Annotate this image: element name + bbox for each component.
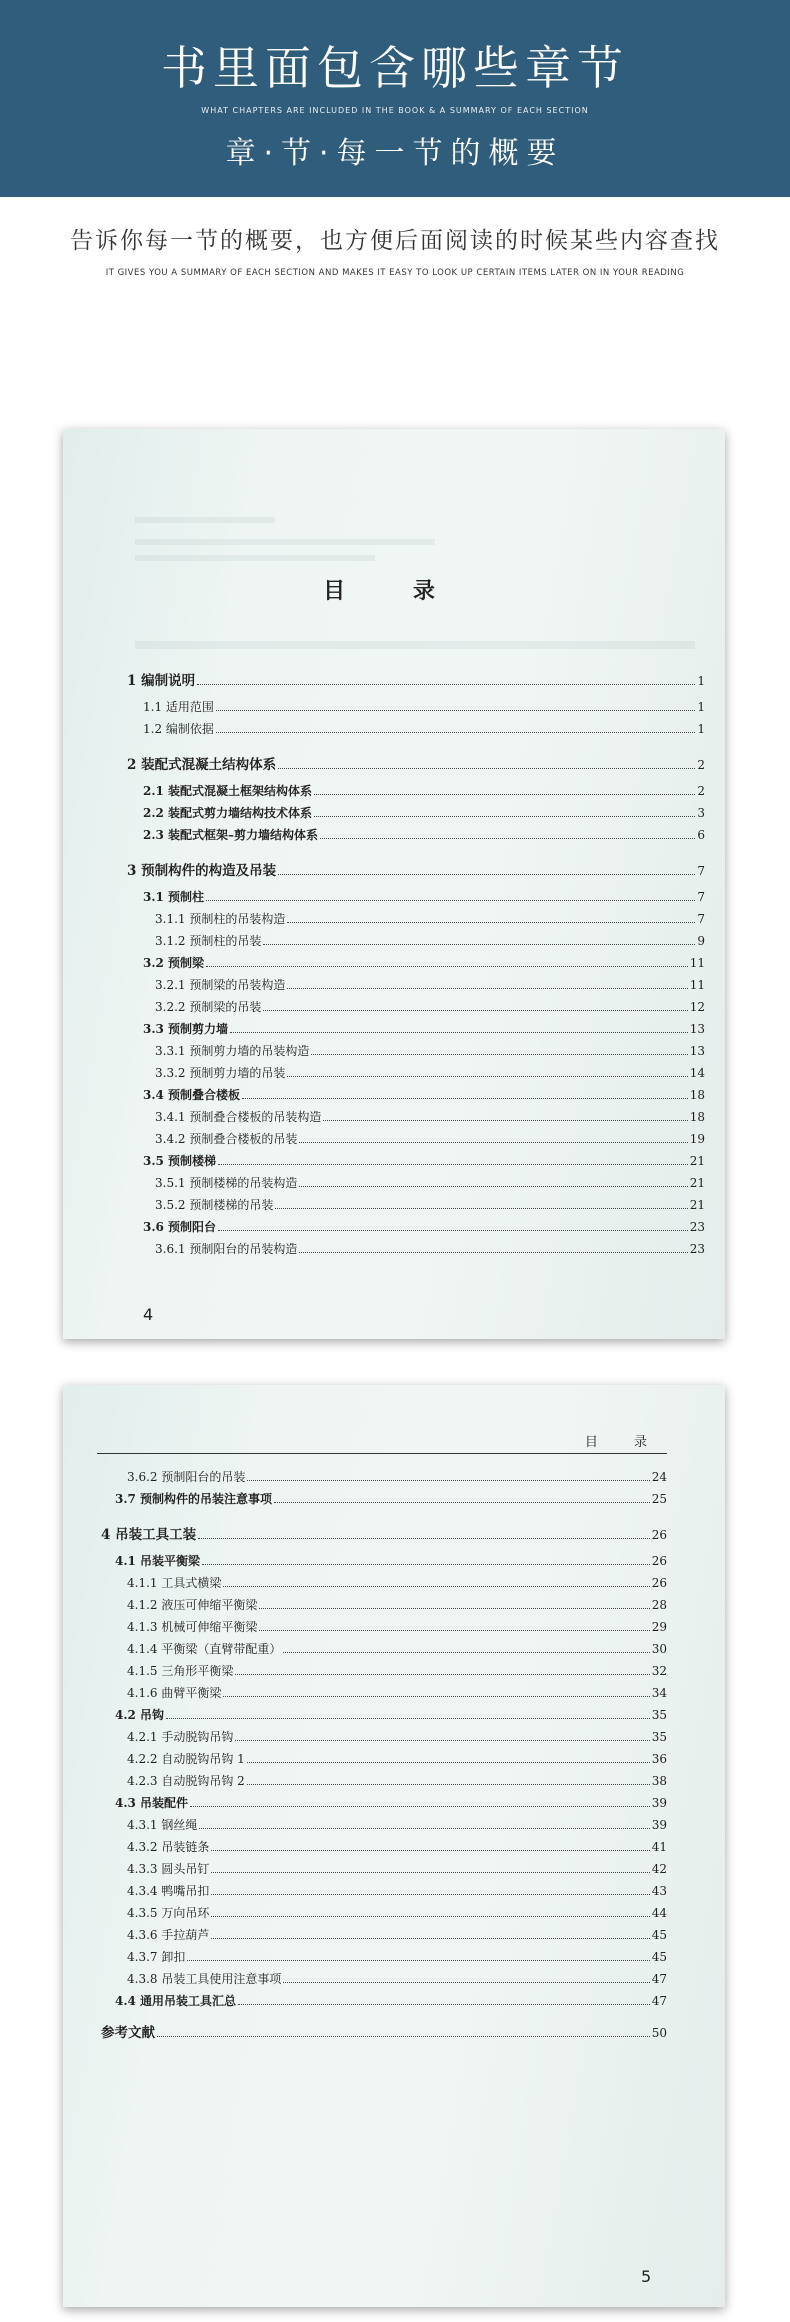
toc-entry-label: 3.4 预制叠合楼板 (143, 1088, 241, 1102)
toc-entry (155, 1039, 705, 1059)
toc-entry-page: 7 (697, 890, 705, 904)
toc-entry (155, 1105, 705, 1125)
toc-leader-dots (190, 1806, 650, 1807)
toc-leader-dots (166, 1718, 650, 1719)
toc-leader-dots (299, 1142, 687, 1143)
toc-entry (143, 885, 705, 905)
toc-entry-page: 26 (651, 1528, 667, 1542)
toc-entry (127, 1681, 667, 1701)
toc-entry-label: 4.3.1 钢丝绳 (127, 1818, 198, 1832)
toc-entry (127, 1725, 667, 1745)
toc-entry-page: 13 (689, 1022, 705, 1036)
toc-leader-dots (223, 1586, 649, 1587)
toc-entry-label: 4.3.4 鸭嘴吊扣 (127, 1884, 210, 1898)
toc-leader-dots (263, 944, 695, 945)
toc-entry-label: 3.3.1 预制剪力墙的吊装构造 (155, 1044, 310, 1058)
toc-leader-dots (218, 1230, 688, 1231)
toc-entry-label: 3 预制构件的构造及吊装 (127, 863, 277, 879)
toc-entry-page: 34 (651, 1686, 667, 1700)
toc-entry (143, 1083, 705, 1103)
toc-entry-label: 3.3.2 预制剪力墙的吊装 (155, 1066, 286, 1080)
toc-entry-label: 2.3 装配式框架–剪力墙结构体系 (143, 828, 319, 842)
toc-entry-label: 4.3.7 卸扣 (127, 1950, 186, 1964)
toc-entry-page: 39 (651, 1796, 667, 1810)
toc-entry-label: 3.5.1 预制楼梯的吊装构造 (155, 1176, 298, 1190)
toc-page-2 (63, 1385, 725, 2307)
toc-entry-page: 36 (651, 1752, 667, 1766)
toc-entry-page: 2 (697, 784, 705, 798)
page-number-4: 4 (143, 1305, 154, 1324)
toc-leader-dots (278, 874, 695, 875)
toc-entry-label: 4.3.3 圆头吊钉 (127, 1862, 210, 1876)
toc-leader-dots (320, 838, 695, 839)
toc-entry-label: 4.2.2 自动脱钩吊钩 1 (127, 1752, 245, 1766)
toc-entry-page: 44 (651, 1906, 667, 1920)
toc-entry-label: 3.7 预制构件的吊装注意事项 (115, 1492, 273, 1506)
toc-leader-dots (287, 922, 695, 923)
toc-leader-dots (157, 2036, 650, 2037)
toc-entry-page: 21 (689, 1154, 705, 1168)
running-head: 目 录 (584, 1435, 663, 1450)
toc-entry-label: 3.4.1 预制叠合楼板的吊装构造 (155, 1110, 322, 1124)
toc-entry (127, 1967, 667, 1987)
toc-entry-label: 3.6.2 预制阳台的吊装 (127, 1470, 246, 1484)
toc-entry-label: 4.1.1 工具式横梁 (127, 1576, 222, 1590)
toc-entry (143, 951, 705, 971)
toc-entry (143, 1215, 705, 1235)
toc-entry (115, 1791, 667, 1811)
toc-entry-label: 4.1.4 平衡梁（直臂带配重） (127, 1642, 282, 1656)
toc-entry (127, 1901, 667, 1921)
toc-leader-dots (211, 1916, 649, 1917)
toc-entry-label: 4.3 吊装配件 (115, 1796, 189, 1810)
toc-entry-label: 3.2.1 预制梁的吊装构造 (155, 978, 286, 992)
toc-leader-dots (259, 1630, 649, 1631)
toc-entry (115, 1989, 667, 2009)
toc-leader-dots (218, 1164, 688, 1165)
toc-entry-page: 47 (651, 1972, 667, 1986)
toc-entry-page: 21 (689, 1176, 705, 1190)
toc-entry (127, 1593, 667, 1613)
toc-leader-dots (259, 1608, 649, 1609)
toc-entry-label: 4.2.3 自动脱钩吊钩 2 (127, 1774, 245, 1788)
toc-leader-dots (211, 1850, 649, 1851)
toc-entry-page: 41 (651, 1840, 667, 1854)
banner-title: 书里面包含哪些章节 (161, 41, 629, 95)
toc-entry (115, 1487, 667, 1507)
toc-entry (127, 1879, 667, 1899)
toc-leader-dots (263, 1010, 687, 1011)
toc-entry-page: 21 (689, 1198, 705, 1212)
banner-subtitle-en: WHAT CHAPTERS ARE INCLUDED IN THE BOOK & A SUMMARY OF EACH SECTION (201, 106, 589, 115)
toc-leader-dots (247, 1480, 649, 1481)
toc-leader-dots (287, 988, 687, 989)
toc-entry-page: 3 (697, 806, 705, 820)
toc-entry (155, 1127, 705, 1147)
toc-entry-page: 29 (651, 1620, 667, 1634)
toc-entry (143, 1017, 705, 1037)
toc-entry-label: 3.5.2 预制楼梯的吊装 (155, 1198, 274, 1212)
toc-entry-page: 45 (651, 1928, 667, 1942)
toc-entry (115, 1549, 667, 1569)
toc-entry-page: 14 (689, 1066, 705, 1080)
toc-entry (143, 823, 705, 843)
toc-leader-dots (242, 1098, 688, 1099)
toc-entry-label: 3.2.2 预制梁的吊装 (155, 1000, 262, 1014)
toc-leader-dots (197, 684, 695, 685)
toc-leader-dots (299, 1186, 687, 1187)
toc-leader-dots (216, 710, 695, 711)
toc-entry-page: 45 (651, 1950, 667, 1964)
toc-entry (127, 1637, 667, 1657)
toc-leader-dots (299, 1252, 687, 1253)
toc-entry-label: 2.2 装配式剪力墙结构技术体系 (143, 806, 313, 820)
intro-text-en: IT GIVES YOU A SUMMARY OF EACH SECTION AND MAKES IT EASY TO LOOK UP CERTAIN ITEMS LATER ON IN YOUR READING (105, 268, 685, 278)
toc-entry (127, 1615, 667, 1635)
toc-leader-dots (275, 1208, 687, 1209)
toc-leader-dots (187, 1960, 649, 1961)
toc-entry-page: 9 (697, 934, 705, 948)
toc-entry-page: 42 (651, 1862, 667, 1876)
toc-leader-dots (230, 1032, 688, 1033)
toc-entry-label: 4.1.5 三角形平衡梁 (127, 1664, 234, 1678)
header-banner (0, 0, 790, 197)
toc-entry-label: 3.1 预制柱 (143, 890, 205, 904)
toc-entry (143, 717, 705, 737)
toc-leader-dots (314, 794, 695, 795)
toc-leader-dots (211, 1872, 649, 1873)
toc-leader-dots (198, 1538, 650, 1539)
toc-entry-label: 3.1.1 预制柱的吊装构造 (155, 912, 286, 926)
toc-entry-label: 4.3.2 吊装链条 (127, 1840, 210, 1854)
toc-entry-page: 35 (651, 1730, 667, 1744)
toc-entry-page: 47 (651, 1994, 667, 2008)
toc-entry (155, 1061, 705, 1081)
toc-entry-label: 3.4.2 预制叠合楼板的吊装 (155, 1132, 298, 1146)
toc-entry (143, 801, 705, 821)
toc-leader-dots (206, 900, 695, 901)
toc-entry-page: 1 (697, 722, 705, 736)
toc-leader-dots (278, 768, 695, 769)
toc-leader-dots (199, 1828, 649, 1829)
toc-entry-page: 7 (697, 912, 705, 926)
toc-leader-dots (211, 1938, 649, 1939)
toc-entry-page: 25 (651, 1492, 667, 1506)
toc-entry (143, 1149, 705, 1169)
toc-entry-label: 4.2.1 手动脱钩吊钩 (127, 1730, 234, 1744)
toc-entry (115, 1703, 667, 1723)
toc-entry-page: 50 (651, 2026, 667, 2040)
toc-entry (155, 1237, 705, 1257)
toc-leader-dots (283, 1652, 649, 1653)
toc-entry (127, 1659, 667, 1679)
toc-entry-label: 4.1.2 液压可伸缩平衡梁 (127, 1598, 258, 1612)
toc-entry (143, 695, 705, 715)
toc-entry-page: 18 (689, 1088, 705, 1102)
toc-leader-dots (202, 1564, 650, 1565)
toc-title: 目 录 (323, 578, 465, 604)
toc-entry-page: 11 (689, 978, 705, 992)
toc-entry-page: 24 (651, 1470, 667, 1484)
toc-entry-label: 3.6.1 预制阳台的吊装构造 (155, 1242, 298, 1256)
toc-entry-label: 4.1 吊装平衡梁 (115, 1554, 201, 1568)
toc-page-1 (63, 429, 725, 1339)
toc-entry (127, 1465, 667, 1485)
toc-entry (127, 1923, 667, 1943)
toc-leader-dots (235, 1740, 649, 1741)
toc-leader-dots (274, 1502, 650, 1503)
toc-entry (101, 2021, 667, 2041)
toc-entry-page: 13 (689, 1044, 705, 1058)
toc-entry (127, 1769, 667, 1789)
toc-leader-dots (247, 1784, 650, 1785)
toc-entry-page: 23 (689, 1242, 705, 1256)
running-head-rule (97, 1453, 667, 1454)
toc-entry-page: 30 (651, 1642, 667, 1656)
toc-entry-page: 6 (697, 828, 705, 842)
toc-leader-dots (287, 1076, 687, 1077)
toc-entry (127, 1945, 667, 1965)
toc-entry (127, 1747, 667, 1767)
toc-entry (155, 929, 705, 949)
banner-tagline: 章·节·每一节的概要 (225, 136, 565, 171)
toc-entry (127, 753, 705, 773)
toc-leader-dots (235, 1674, 649, 1675)
toc-entry-page: 43 (651, 1884, 667, 1898)
intro-text-cn: 告诉你每一节的概要，也方便后面阅读的时候某些内容查找 (70, 228, 720, 254)
toc-entry (127, 1571, 667, 1591)
toc-entry-page: 26 (651, 1576, 667, 1590)
toc-leader-dots (223, 1696, 649, 1697)
toc-leader-dots (247, 1762, 650, 1763)
toc-entry-label: 4.4 通用吊装工具汇总 (115, 1994, 237, 2008)
toc-entry-page: 28 (651, 1598, 667, 1612)
toc-entry (155, 1193, 705, 1213)
toc-leader-dots (211, 1894, 649, 1895)
toc-entry-label: 1 编制说明 (127, 673, 196, 689)
toc-entry-page: 2 (697, 758, 705, 772)
toc-entry (155, 973, 705, 993)
toc-entry-label: 2.1 装配式混凝土框架结构体系 (143, 784, 313, 798)
toc-entry (143, 779, 705, 799)
toc-leader-dots (323, 1120, 687, 1121)
toc-entry-page: 12 (689, 1000, 705, 1014)
toc-entry-label: 3.1.2 预制柱的吊装 (155, 934, 262, 948)
toc-leader-dots (238, 2004, 650, 2005)
toc-leader-dots (216, 732, 695, 733)
toc-entry-label: 4.1.3 机械可伸缩平衡梁 (127, 1620, 258, 1634)
toc-leader-dots (311, 1054, 687, 1055)
toc-entry-page: 32 (651, 1664, 667, 1678)
toc-entry-page: 19 (689, 1132, 705, 1146)
toc-entry-page: 1 (697, 674, 705, 688)
toc-entry (155, 907, 705, 927)
toc-entry-label: 3.6 预制阳台 (143, 1220, 217, 1234)
toc-entry (127, 669, 705, 689)
toc-entry-label: 4.2 吊钩 (115, 1708, 165, 1722)
toc-entry (127, 859, 705, 879)
toc-entry-page: 35 (651, 1708, 667, 1722)
toc-entry-label: 参考文献 (101, 2025, 155, 2041)
toc-entry-label: 4.1.6 曲臂平衡梁 (127, 1686, 222, 1700)
toc-leader-dots (314, 816, 695, 817)
toc-entry (127, 1835, 667, 1855)
toc-entry-label: 1.2 编制依据 (143, 722, 214, 736)
toc-entry-page: 7 (697, 864, 705, 878)
toc-entry (127, 1813, 667, 1833)
page-number-5: 5 (641, 2267, 652, 2286)
toc-entry-page: 11 (689, 956, 705, 970)
toc-entry-label: 4 吊装工具工装 (101, 1527, 197, 1543)
toc-entry-label: 4.3.8 吊装工具使用注意事项 (127, 1972, 282, 1986)
toc-entry-page: 38 (651, 1774, 667, 1788)
toc-entry-page: 1 (697, 700, 705, 714)
toc-entry-label: 3.2 预制梁 (143, 956, 205, 970)
toc-entry (127, 1857, 667, 1877)
toc-entry-label: 2 装配式混凝土结构体系 (127, 757, 277, 773)
toc-entry-page: 18 (689, 1110, 705, 1124)
toc-leader-dots (206, 966, 688, 967)
toc-entry-page: 26 (651, 1554, 667, 1568)
toc-entry-page: 39 (651, 1818, 667, 1832)
toc-entry-label: 3.5 预制楼梯 (143, 1154, 217, 1168)
toc-entry-label: 4.3.5 万向吊环 (127, 1906, 210, 1920)
toc-entry-page: 23 (689, 1220, 705, 1234)
toc-entry (155, 1171, 705, 1191)
toc-leader-dots (283, 1982, 649, 1983)
toc-entry (101, 1523, 667, 1543)
toc-entry-label: 3.3 预制剪力墙 (143, 1022, 229, 1036)
toc-entry-label: 4.3.6 手拉葫芦 (127, 1928, 210, 1942)
toc-entry (155, 995, 705, 1015)
toc-entry-label: 1.1 适用范围 (143, 700, 214, 714)
